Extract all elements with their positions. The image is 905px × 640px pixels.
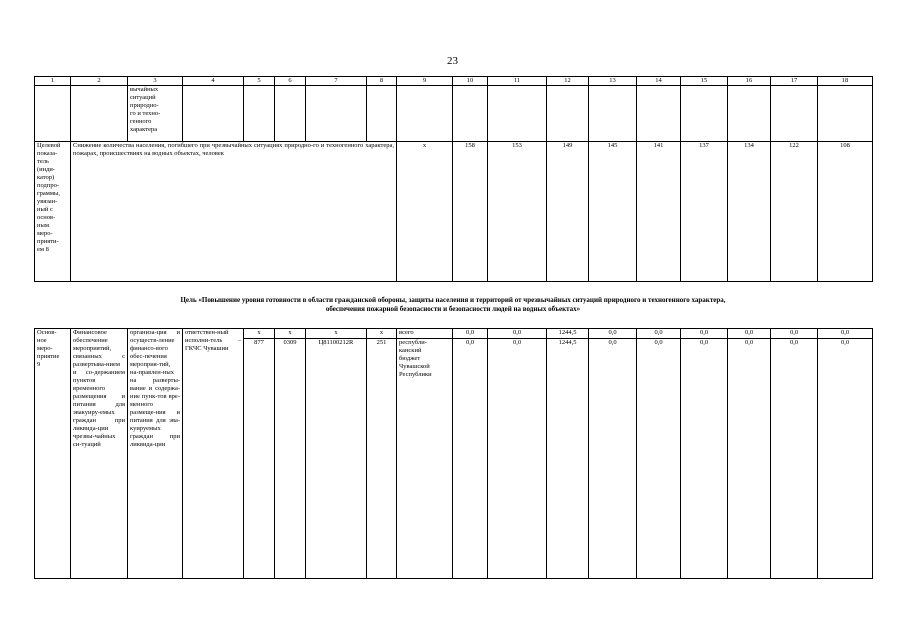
code-cell: х bbox=[275, 329, 306, 339]
program-table-bottom bbox=[34, 328, 873, 579]
column-number: 5 bbox=[244, 77, 275, 86]
funding-value: 1244,5 bbox=[547, 329, 589, 339]
column-number: 2 bbox=[71, 77, 128, 86]
funding-value: 0,0 bbox=[637, 329, 681, 339]
code-cell: х bbox=[306, 329, 367, 339]
funding-value: 0,0 bbox=[728, 329, 771, 339]
page-number: 23 bbox=[447, 55, 458, 67]
activity-executor: ответствен-ный исполни-тель – ГКЧС Чувашии bbox=[183, 329, 244, 579]
code-cell: Ц81100212R bbox=[306, 339, 367, 579]
indicator-value: 145 bbox=[589, 142, 637, 282]
column-number: 16 bbox=[728, 77, 771, 86]
goal-heading-line: обеспечения пожарной безопасности и безопасности людей на водных объектах» bbox=[325, 305, 581, 313]
indicator-value: 122 bbox=[771, 142, 818, 282]
column-number: 3 bbox=[128, 77, 183, 86]
funding-value: 1244,5 bbox=[547, 339, 589, 579]
funding-value: 0,0 bbox=[728, 339, 771, 579]
funding-value: 0,0 bbox=[453, 339, 488, 579]
indicator-value: 108 bbox=[818, 142, 873, 282]
column-number: 15 bbox=[681, 77, 728, 86]
column-number: 18 bbox=[818, 77, 873, 86]
column-number: 10 bbox=[453, 77, 488, 86]
column-number: 4 bbox=[183, 77, 244, 86]
funding-value: 0,0 bbox=[589, 329, 637, 339]
funding-value: 0,0 bbox=[771, 339, 818, 579]
column-number: 1 bbox=[35, 77, 71, 86]
indicator-value: 158 bbox=[453, 142, 488, 282]
code-cell: х bbox=[367, 329, 397, 339]
goal-heading-line: Цель «Повышение уровня готовности в области гражданской обороны, защиты населения и территорий от чрезвычайных ситуаций природного и техногенного характера, bbox=[180, 296, 726, 304]
column-number: 8 bbox=[367, 77, 397, 86]
activity-name: Финансовое обеспечение мероприятий, связанных с развертыва-нием и со-держанием пунктов временного размещения и питания для эвакуиру-емых граждан при ликвида-ции чрезвы-чайных си-туаций bbox=[71, 329, 128, 579]
column-number: 13 bbox=[589, 77, 637, 86]
column-number: 9 bbox=[397, 77, 453, 86]
indicator-row bbox=[35, 142, 873, 282]
column-number: 7 bbox=[306, 77, 367, 86]
column-number: 17 bbox=[771, 77, 818, 86]
column-number-row bbox=[35, 77, 873, 86]
column-number: 6 bbox=[275, 77, 306, 86]
program-table-top bbox=[34, 76, 873, 282]
continuation-text: вычайных ситуаций природно- го и техно- генного характера bbox=[128, 86, 183, 142]
code-cell: 877 bbox=[244, 339, 275, 579]
funding-value: 0,0 bbox=[818, 329, 873, 339]
column-number: 11 bbox=[488, 77, 547, 86]
funding-source: республи- канский бюджет Чувашской Республики bbox=[397, 339, 453, 579]
funding-value: 0,0 bbox=[681, 329, 728, 339]
indicator-value: 137 bbox=[681, 142, 728, 282]
column-number: 14 bbox=[637, 77, 681, 86]
indicator-label: Целевой показа- тель (инди- катор) подпро- граммы, увязан- ный с основ- ным меро- прияти- ем 8 bbox=[35, 142, 71, 282]
funding-value: 0,0 bbox=[453, 329, 488, 339]
funding-value: 0,0 bbox=[488, 329, 547, 339]
funding-value: 0,0 bbox=[818, 339, 873, 579]
indicator-value: 149 bbox=[547, 142, 589, 282]
indicator-value: 141 bbox=[637, 142, 681, 282]
continuation-row bbox=[35, 86, 873, 142]
funding-value: 0,0 bbox=[771, 329, 818, 339]
indicator-cell: х bbox=[397, 142, 453, 282]
code-cell: х bbox=[244, 329, 275, 339]
activity-row-total bbox=[35, 329, 873, 339]
funding-value: 0,0 bbox=[681, 339, 728, 579]
activity-description: организа-ция и осуществ-ление финансо-вого обес-печения мероприя-тий, на-правлен-ных на разверты-вание и содержа-ние пунк-тов вре-менного размеще-ния и питания для эва-куируемых граждан при ликвида-ции bbox=[128, 329, 183, 579]
funding-value: 0,0 bbox=[589, 339, 637, 579]
funding-value: 0,0 bbox=[637, 339, 681, 579]
activity-label: Основ- ное меро- приятие 9 bbox=[35, 329, 71, 579]
funding-value: 0,0 bbox=[488, 339, 547, 579]
indicator-text: Снижение количества населения, погибшего при чрезвычайных ситуациях природно-го и техногенного характера, пожарах, происшествиях на водных объектах, человек bbox=[71, 142, 397, 282]
funding-source: всего bbox=[397, 329, 453, 339]
indicator-value: 153 bbox=[488, 142, 547, 282]
goal-heading bbox=[34, 296, 872, 314]
code-cell: 251 bbox=[367, 339, 397, 579]
column-number: 12 bbox=[547, 77, 589, 86]
code-cell: 0309 bbox=[275, 339, 306, 579]
indicator-value: 134 bbox=[728, 142, 771, 282]
